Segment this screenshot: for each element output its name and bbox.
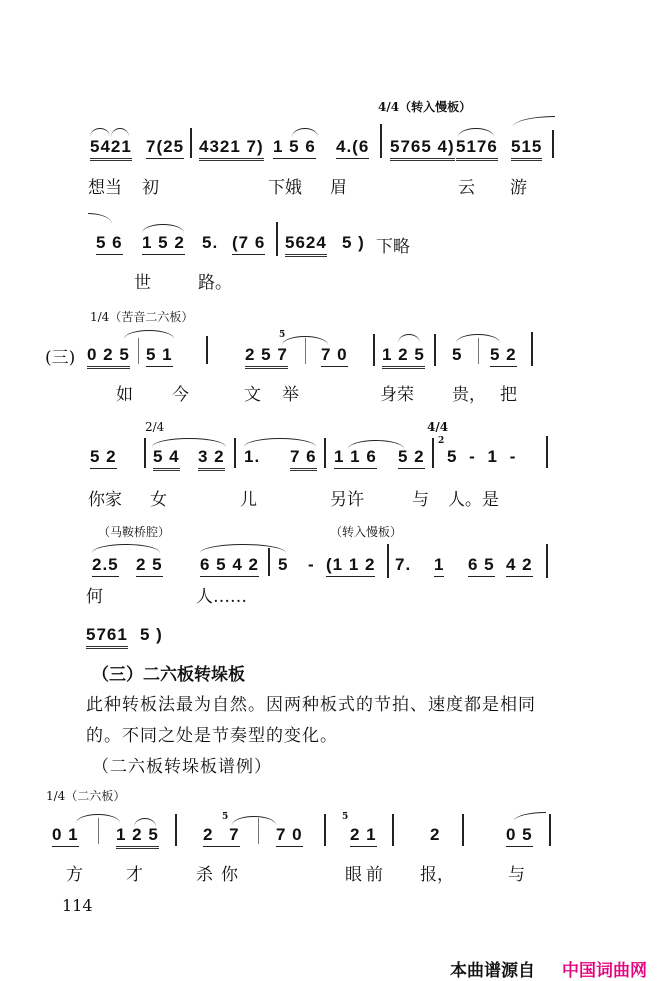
lyric: 世 xyxy=(134,273,151,293)
barline xyxy=(190,128,192,158)
lyric: 贵， xyxy=(452,385,486,405)
lyric: 初 xyxy=(142,178,159,198)
slur xyxy=(152,438,226,447)
barline xyxy=(373,334,375,366)
note-group: 5 xyxy=(452,345,463,364)
slur xyxy=(292,128,318,137)
page-number: 114 xyxy=(62,896,93,915)
grace-note: 2 xyxy=(438,436,445,446)
barline xyxy=(434,334,436,366)
lyric: 眼前 xyxy=(345,865,387,885)
barline xyxy=(462,814,464,846)
note-group: 4.(6 xyxy=(336,137,369,159)
note-group: 1 2 5 xyxy=(116,825,159,849)
note-group: 5 ) xyxy=(140,625,163,644)
note-group: 1 2 5 xyxy=(382,345,425,369)
lyric: 今 xyxy=(172,385,189,405)
note-group: 7 0 xyxy=(321,345,348,367)
lyric: 方 xyxy=(66,865,83,885)
note-group: 5 2 xyxy=(90,447,117,469)
note-group: 0 5 xyxy=(506,825,533,847)
lyric: 儿 xyxy=(240,490,257,510)
note-group: 5421 xyxy=(90,137,132,161)
barline xyxy=(234,438,236,468)
barline xyxy=(531,332,533,366)
tempo-annotation: 1/4（苦音二六板） xyxy=(90,310,194,324)
note-group: 5 6 xyxy=(96,233,123,255)
note-group: 5 ) xyxy=(342,233,365,252)
slur xyxy=(398,334,420,343)
beat-line xyxy=(258,818,259,844)
lyric: 杀你 xyxy=(196,865,246,885)
barline xyxy=(546,436,548,468)
grace-note: 5 xyxy=(279,330,286,340)
grace-note: 5 xyxy=(222,812,229,822)
note-group: 5 2 xyxy=(398,447,425,469)
lyric: 眉 xyxy=(330,178,347,198)
note-group: 1 5 2 xyxy=(142,233,185,255)
note-group: 5176 xyxy=(456,137,498,161)
lyric: 游 xyxy=(510,178,527,198)
slur xyxy=(244,438,316,447)
time-signature: 2/4 xyxy=(145,420,165,434)
slur xyxy=(111,128,129,137)
slur xyxy=(232,816,276,825)
note-group: 2.5 xyxy=(92,555,119,577)
note-group: 5624 xyxy=(285,233,327,257)
note-group: 2 7 xyxy=(203,825,240,847)
barline xyxy=(324,814,326,846)
beat-line xyxy=(138,338,139,364)
note-group: 7 0 xyxy=(276,825,303,847)
example-caption: （二六板转垛板谱例） xyxy=(92,757,272,777)
note-group: 7 6 xyxy=(290,447,317,471)
trailing-text: 下略 xyxy=(376,237,410,257)
slur xyxy=(200,544,286,553)
barline xyxy=(380,124,382,158)
section-label: (三) xyxy=(45,348,76,368)
note-group: (1 1 2 xyxy=(326,555,375,577)
barline xyxy=(276,222,278,256)
paragraph-line: 的。不同之处是节奏型的变化。 xyxy=(86,726,338,746)
lyric: 云 xyxy=(458,178,475,198)
lyric: 人…… xyxy=(196,587,247,607)
note-group: 4321 7) xyxy=(199,137,264,161)
barline xyxy=(549,814,551,846)
section-heading: （三）二六板转垛板 xyxy=(92,665,245,685)
watermark-prefix: 本曲谱源自 xyxy=(450,961,535,981)
tempo-annotation: 4/4（转入慢板） xyxy=(378,100,472,114)
note-group: 5. xyxy=(202,233,219,252)
note-group: 5 1 xyxy=(146,345,173,367)
note-group: 5 4 xyxy=(153,447,180,471)
lyric: 想当 xyxy=(88,178,122,198)
barline xyxy=(268,548,270,576)
slur xyxy=(458,128,494,137)
note-group: 2 5 xyxy=(136,555,163,577)
note-group: 4 2 xyxy=(506,555,533,577)
time-signature: 4/4 xyxy=(427,420,449,434)
note-group: 7(25 xyxy=(146,137,184,159)
lyric: 报， xyxy=(420,865,454,885)
lyric: 把 xyxy=(500,385,517,405)
note-group: 6 5 xyxy=(468,555,495,577)
note-group: 515 xyxy=(511,137,542,161)
barline xyxy=(546,544,548,578)
lyric: 举 xyxy=(282,385,299,405)
slur xyxy=(90,128,110,137)
lyric: 路。 xyxy=(198,273,232,293)
tie-continuation xyxy=(513,116,555,127)
barline xyxy=(175,814,177,846)
beat-line xyxy=(98,818,99,844)
barline xyxy=(324,438,326,468)
lyric: 如 xyxy=(116,385,133,405)
beat-line xyxy=(478,338,479,364)
lyric: 你家 xyxy=(88,490,122,510)
note-group: 2 5 7 xyxy=(245,345,288,369)
lyric: 人。是 xyxy=(448,490,499,510)
lyric: 与 xyxy=(412,490,429,510)
barline xyxy=(552,130,554,158)
note-group: - xyxy=(308,555,315,574)
tempo-annotation: （转入慢板） xyxy=(330,525,403,539)
note-group: 5765 4) xyxy=(390,137,455,161)
lyric: 文 xyxy=(244,385,261,405)
note-group: 1. xyxy=(244,447,261,466)
lyric: 才 xyxy=(126,865,143,885)
note-group: 3 2 xyxy=(198,447,225,471)
tie-continuation xyxy=(88,213,112,224)
note-group: 5 xyxy=(278,555,289,574)
note-group: 7. xyxy=(395,555,412,574)
note-group: 0 2 5 xyxy=(87,345,130,369)
grace-note: 5 xyxy=(342,812,349,822)
barline xyxy=(392,814,394,846)
slur xyxy=(124,330,174,339)
lyric: 另许 xyxy=(330,490,364,510)
lyric: 下娥 xyxy=(268,178,302,198)
note-group: 5761 xyxy=(86,625,128,649)
note-group: 5 2 xyxy=(490,345,517,367)
note-group: 2 xyxy=(430,825,441,844)
barline xyxy=(387,544,389,578)
note-group: 1 xyxy=(434,555,444,577)
barline xyxy=(432,438,434,468)
lyric: 与 xyxy=(508,865,525,885)
tie-continuation xyxy=(514,812,546,821)
note-group: 1 5 6 xyxy=(273,137,316,159)
slur xyxy=(92,544,160,553)
note-group: 0 1 xyxy=(52,825,79,847)
watermark-site-link[interactable]: 中国词曲网 xyxy=(562,961,647,981)
tempo-annotation: 1/4（二六板） xyxy=(46,789,126,803)
note-group: (7 6 xyxy=(232,233,265,255)
note-group: 5 - 1 - xyxy=(447,447,517,466)
note-group: 6 5 4 2 xyxy=(200,555,259,577)
slur xyxy=(142,224,184,233)
lyric: 身荣 xyxy=(380,385,414,405)
lyric: 何 xyxy=(86,587,103,607)
lyric: 女 xyxy=(150,490,167,510)
paragraph-line: 此种转板法最为自然。因两种板式的节拍、速度都是相同 xyxy=(86,695,536,715)
note-group: 2 1 xyxy=(350,825,377,847)
barline xyxy=(206,336,208,364)
note-group: 1 1 6 xyxy=(334,447,377,469)
beat-line xyxy=(305,338,306,364)
annotation: （马鞍桥腔） xyxy=(98,525,171,539)
barline xyxy=(144,438,146,468)
